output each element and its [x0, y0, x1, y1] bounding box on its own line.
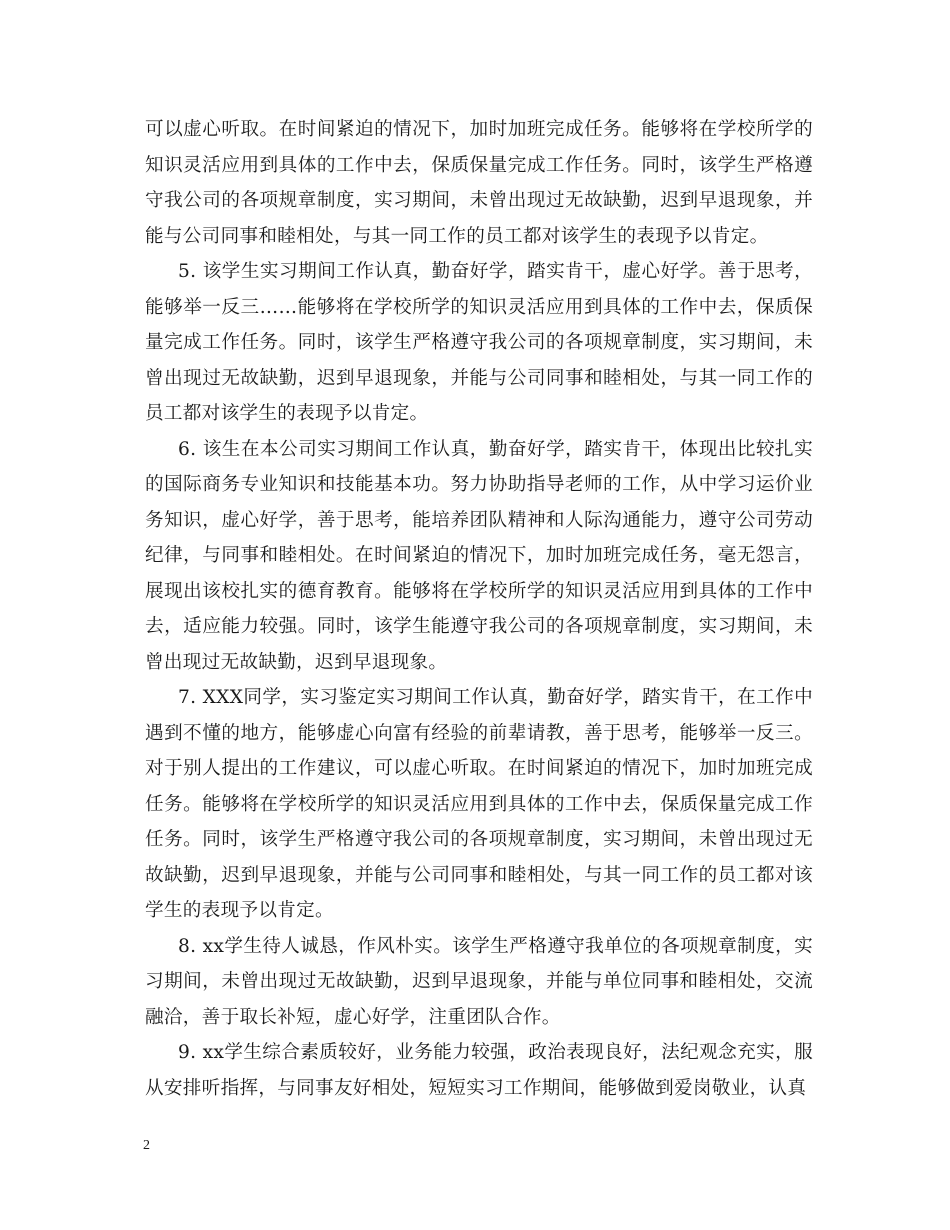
paragraph-continuation: 可以虚心听取。在时间紧迫的情况下，加时加班完成任务。能够将在学校所学的知识灵活应用到具体的工作中去，保质保量完成工作任务。同时，该学生严格遵守我公司的各项规章制度，实习期间，未曾出现过无故缺勤，迟到早退现象，并能与公司同事和睦相处，与其一同工作的员工都对该学生的表现予以肯定。 — [145, 119, 813, 247]
paragraph-item-7: 7. XXX同学，实习鉴定实习期间工作认真，勤奋好学，踏实肯干，在工作中遇到不懂的地方，能够虚心向富有经验的前辈请教，善于思考，能够举一反三。对于别人提出的工作建议，可以虚心听取。在时间紧迫的情况下，加时加班完成任务。能够将在学校所学的知识灵活应用到具体的工作中去，保质保量完成工作任务。同时，该学生严格遵守我公司的各项规章制度，实习期间，未曾出现过无故缺勤，迟到早退现象，并能与公司同事和睦相处，与其一同工作的员工都对该学生的表现予以肯定。 — [145, 687, 813, 921]
document-body — [145, 112, 813, 1106]
paragraph-item-5: 5. 该学生实习期间工作认真，勤奋好学，踏实肯干，虚心好学。善于思考，能够举一反三……能够将在学校所学的知识灵活应用到具体的工作中去，保质保量完成工作任务。同时，该学生严格遵守我公司的各项规章制度，实习期间，未曾出现过无故缺勤，迟到早退现象，并能与公司同事和睦相处，与其一同工作的员工都对该学生的表现予以肯定。 — [145, 261, 813, 424]
page-number: 2 — [143, 1138, 150, 1153]
paragraph-item-8: 8. xx学生待人诚恳，作风朴实。该学生严格遵守我单位的各项规章制度，实习期间，未曾出现过无故缺勤，迟到早退现象，并能与单位同事和睦相处，交流融洽，善于取长补短，虚心好学，注重团队合作。 — [145, 935, 813, 1028]
paragraph-item-6: 6. 该生在本公司实习期间工作认真，勤奋好学，踏实肯干，体现出比较扎实的国际商务专业知识和技能基本功。努力协助指导老师的工作，从中学习运价业务知识，虚心好学，善于思考，能培养团队精神和人际沟通能力，遵守公司劳动纪律，与同事和睦相处。在时间紧迫的情况下，加时加班完成任务，毫无怨言，展现出该校扎实的德育教育。能够将在学校所学的知识灵活应用到具体的工作中去，适应能力较强。同时，该学生能遵守我公司的各项规章制度，实习期间，未曾出现过无故缺勤，迟到早退现象。 — [145, 438, 813, 673]
paragraph-item-9: 9. xx学生综合素质较好，业务能力较强，政治表现良好，法纪观念充实，服从安排听指挥，与同事友好相处，短短实习工作期间，能够做到爱岗敬业，认真 — [145, 1042, 813, 1099]
